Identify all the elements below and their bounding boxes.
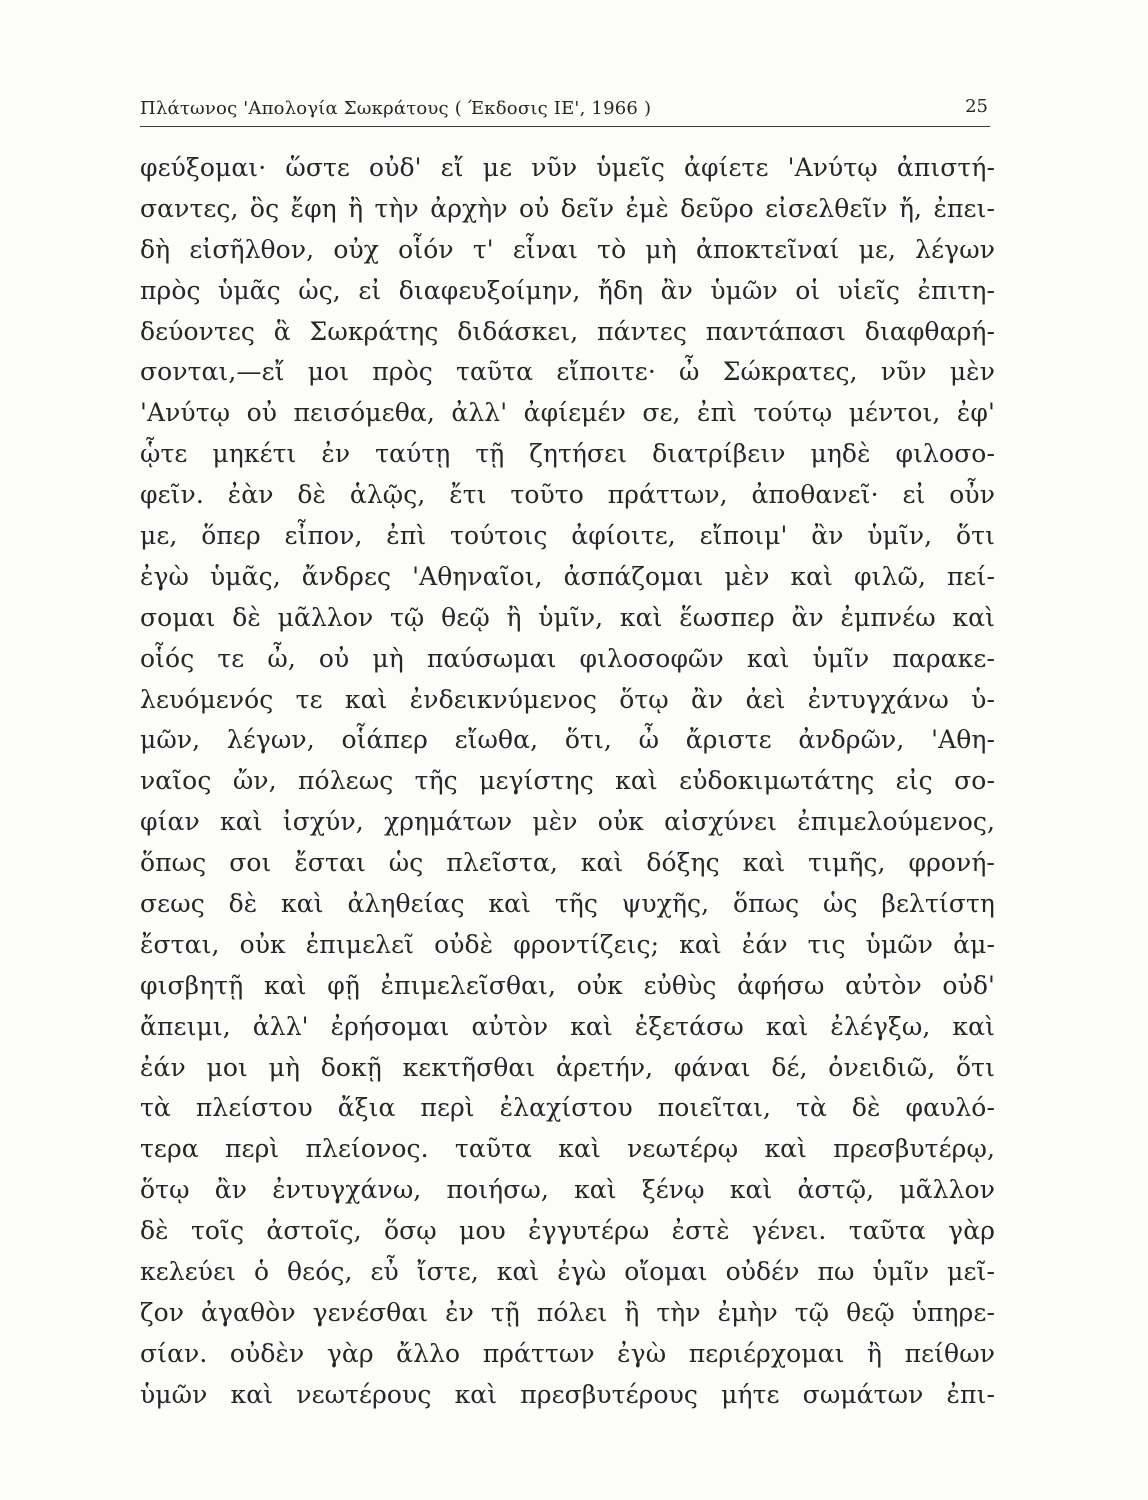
page-number: 25 (965, 96, 988, 117)
text-line: κελεύει ὁ θεός, εὖ ἴστε, καὶ ἐγὼ οἴομαι οὐδέν πω ὑμῖν μεῖ- (140, 1257, 995, 1287)
body-text (140, 148, 995, 1416)
text-line: τερα περὶ πλείονος. ταῦτα καὶ νεωτέρῳ καὶ πρεσβυτέρῳ, (140, 1134, 995, 1164)
text-line: ὅτῳ ἂν ἐντυγχάνω, ποιήσω, καὶ ξένῳ καὶ ἀστῷ, μᾶλλον (140, 1175, 995, 1205)
text-line: ζον ἀγαθὸν γενέσθαι ἐν τῇ πόλει ἢ τὴν ἐμὴν τῷ θεῷ ὑπηρε- (140, 1297, 995, 1327)
text-line: οἷός τε ὦ, οὐ μὴ παύσωμαι φιλοσοφῶν καὶ ὑμῖν παρακε- (140, 643, 995, 673)
text-line: σίαν. οὐδὲν γὰρ ἄλλο πράττων ἐγὼ περιέρχομαι ἢ πείθων (140, 1338, 995, 1368)
text-line: σεως δὲ καὶ ἀληθείας καὶ τῆς ψυχῆς, ὅπως ὡς βελτίστη (140, 889, 995, 919)
running-head (140, 96, 990, 127)
text-line: λευόμενός τε καὶ ἐνδεικνύμενος ὅτῳ ἂν ἀεὶ ἐντυγχάνω ὑ- (140, 684, 995, 714)
text-line: φίαν καὶ ἰσχύν, χρημάτων μὲν οὐκ αἰσχύνει ἐπιμελούμενος, (140, 807, 995, 837)
text-line: σαντες, ὃς ἔφη ἢ τὴν ἀρχὴν οὐ δεῖν ἐμὲ δεῦρο εἰσελθεῖν ἤ, ἐπει- (140, 193, 995, 223)
text-line: με, ὅπερ εἶπον, ἐπὶ τούτοις ἀφίοιτε, εἴποιμ' ἂν ὑμῖν, ὅτι (140, 521, 995, 551)
text-line: δεύοντες ἃ Σωκράτης διδάσκει, πάντες παντάπασι διαφθαρή- (140, 316, 995, 346)
text-line: φισβητῇ καὶ φῇ ἐπιμελεῖσθαι, οὐκ εὐθὺς ἀφήσω αὐτὸν οὐδ' (140, 970, 995, 1000)
text-line: φεύξομαι· ὥστε οὐδ' εἴ με νῦν ὑμεῖς ἀφίετε 'Ανύτῳ ἀπιστή- (140, 153, 995, 182)
text-line: δὴ εἰσῆλθον, οὐχ οἷόν τ' εἶναι τὸ μὴ ἀποκτεῖναί με, λέγων (140, 234, 995, 264)
text-line: ὅπως σοι ἔσται ὡς πλεῖστα, καὶ δόξης καὶ τιμῆς, φρονή- (140, 848, 995, 878)
text-line: πρὸς ὑμᾶς ὡς, εἰ διαφευξοίμην, ἤδη ἂν ὑμῶν οἱ υἱεῖς ἐπιτη- (140, 275, 995, 305)
text-line: μῶν, λέγων, οἷάπερ εἴωθα, ὅτι, ὦ ἄριστε ἀνδρῶν, 'Αθη- (140, 725, 995, 755)
text-line: ναῖος ὤν, πόλεως τῆς μεγίστης καὶ εὐδοκιμωτάτης εἰς σο- (140, 766, 995, 796)
text-line: τὰ πλείστου ἄξια περὶ ἐλαχίστου ποιεῖται, τὰ δὲ φαυλό- (140, 1093, 995, 1123)
text-line: ἐγὼ ὑμᾶς, ἄνδρες 'Αθηναῖοι, ἀσπάζομαι μὲν καὶ φιλῶ, πεί- (140, 561, 995, 591)
text-line: φεῖν. ἐὰν δὲ ἁλῷς, ἔτι τοῦτο πράττων, ἀποθανεῖ· εἰ οὖν (140, 480, 995, 510)
text-line: ἐάν μοι μὴ δοκῇ κεκτῆσθαι ἀρετήν, φάναι δέ, ὀνειδιῶ, ὅτι (140, 1052, 995, 1082)
text-line: ἔσται, οὐκ ἐπιμελεῖ οὐδὲ φροντίζεις; καὶ ἐάν τις ὑμῶν ἀμ- (140, 929, 995, 959)
text-line: σονται,—εἴ μοι πρὸς ταῦτα εἴποιτε· ὦ Σώκρατες, νῦν μὲν (140, 357, 995, 387)
text-line: ἄπειμι, ἀλλ' ἐρήσομαι αὐτὸν καὶ ἐξετάσω καὶ ἐλέγξω, καὶ (140, 1011, 995, 1041)
text-line: σομαι δὲ μᾶλλον τῷ θεῷ ἢ ὑμῖν, καὶ ἕωσπερ ἂν ἐμπνέω καὶ (140, 602, 995, 632)
text-line: ᾧτε μηκέτι ἐν ταύτῃ τῇ ζητήσει διατρίβειν μηδὲ φιλοσο- (140, 439, 995, 469)
text-line: 'Ανύτῳ οὐ πεισόμεθα, ἀλλ' ἀφίεμέν σε, ἐπὶ τούτῳ μέντοι, ἐφ' (140, 398, 995, 428)
text-line: δὲ τοῖς ἀστοῖς, ὅσῳ μου ἐγγυτέρω ἐστὲ γένει. ταῦτα γὰρ (140, 1216, 995, 1246)
running-head-title: Πλάτωνος 'Απολογία Σωκράτους ( Έκδοσις ΙΕ', 1966 ) (140, 98, 652, 119)
text-line: ὑμῶν καὶ νεωτέρους καὶ πρεσβυτέρους μήτε σωμάτων ἐπι- (140, 1379, 995, 1409)
